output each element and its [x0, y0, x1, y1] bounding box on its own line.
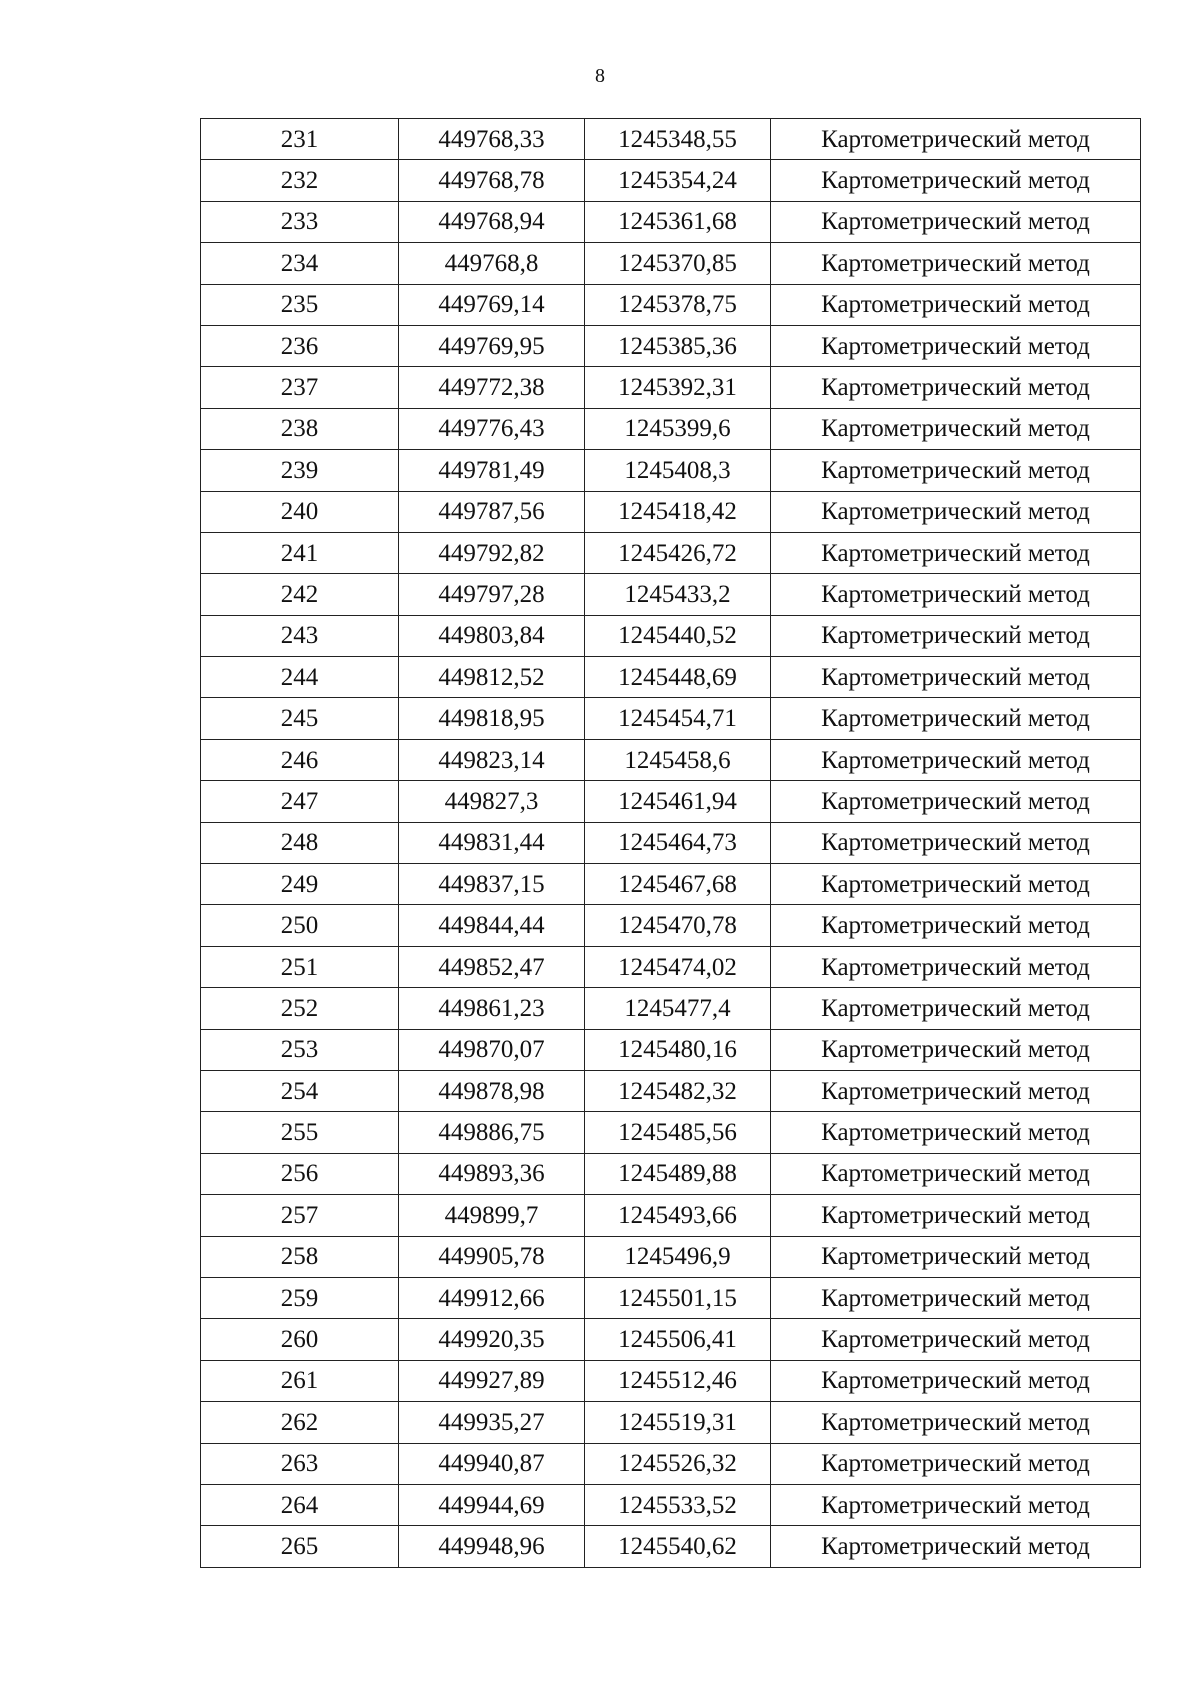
- point-number-cell: 233: [201, 201, 399, 242]
- x-coordinate-cell: 449781,49: [399, 450, 585, 491]
- point-number-cell: 245: [201, 698, 399, 739]
- y-coordinate-cell: 1245506,41: [585, 1319, 771, 1360]
- table-row: [201, 905, 1141, 946]
- point-number-cell: 249: [201, 864, 399, 905]
- x-coordinate-cell: 449870,07: [399, 1029, 585, 1070]
- y-coordinate-cell: 1245519,31: [585, 1402, 771, 1443]
- method-cell: Картометрический метод: [771, 1526, 1141, 1567]
- method-cell: Картометрический метод: [771, 698, 1141, 739]
- y-coordinate-cell: 1245378,75: [585, 284, 771, 325]
- x-coordinate-cell: 449772,38: [399, 367, 585, 408]
- table-row: [201, 1112, 1141, 1153]
- x-coordinate-cell: 449837,15: [399, 864, 585, 905]
- table-row: [201, 822, 1141, 863]
- x-coordinate-cell: 449823,14: [399, 739, 585, 780]
- y-coordinate-cell: 1245454,71: [585, 698, 771, 739]
- method-cell: Картометрический метод: [771, 491, 1141, 532]
- x-coordinate-cell: 449792,82: [399, 532, 585, 573]
- y-coordinate-cell: 1245361,68: [585, 201, 771, 242]
- x-coordinate-cell: 449944,69: [399, 1484, 585, 1525]
- method-cell: Картометрический метод: [771, 450, 1141, 491]
- y-coordinate-cell: 1245426,72: [585, 532, 771, 573]
- x-coordinate-cell: 449948,96: [399, 1526, 585, 1567]
- x-coordinate-cell: 449878,98: [399, 1070, 585, 1111]
- point-number-cell: 241: [201, 532, 399, 573]
- table-row: [201, 160, 1141, 201]
- y-coordinate-cell: 1245354,24: [585, 160, 771, 201]
- point-number-cell: 242: [201, 574, 399, 615]
- table-row: [201, 615, 1141, 656]
- point-number-cell: 264: [201, 1484, 399, 1525]
- x-coordinate-cell: 449912,66: [399, 1277, 585, 1318]
- y-coordinate-cell: 1245458,6: [585, 739, 771, 780]
- x-coordinate-cell: 449852,47: [399, 946, 585, 987]
- y-coordinate-cell: 1245467,68: [585, 864, 771, 905]
- point-number-cell: 236: [201, 325, 399, 366]
- coordinates-table-body: [201, 119, 1141, 1568]
- table-row: [201, 325, 1141, 366]
- y-coordinate-cell: 1245477,4: [585, 988, 771, 1029]
- x-coordinate-cell: 449920,35: [399, 1319, 585, 1360]
- y-coordinate-cell: 1245433,2: [585, 574, 771, 615]
- table-row: [201, 1029, 1141, 1070]
- table-row: [201, 781, 1141, 822]
- y-coordinate-cell: 1245480,16: [585, 1029, 771, 1070]
- point-number-cell: 250: [201, 905, 399, 946]
- point-number-cell: 235: [201, 284, 399, 325]
- coordinates-table: [200, 118, 1141, 1568]
- point-number-cell: 259: [201, 1277, 399, 1318]
- method-cell: Картометрический метод: [771, 1112, 1141, 1153]
- x-coordinate-cell: 449831,44: [399, 822, 585, 863]
- point-number-cell: 248: [201, 822, 399, 863]
- y-coordinate-cell: 1245540,62: [585, 1526, 771, 1567]
- table-row: [201, 1360, 1141, 1401]
- table-row: [201, 657, 1141, 698]
- y-coordinate-cell: 1245493,66: [585, 1195, 771, 1236]
- x-coordinate-cell: 449768,94: [399, 201, 585, 242]
- x-coordinate-cell: 449803,84: [399, 615, 585, 656]
- x-coordinate-cell: 449935,27: [399, 1402, 585, 1443]
- point-number-cell: 257: [201, 1195, 399, 1236]
- point-number-cell: 239: [201, 450, 399, 491]
- method-cell: Картометрический метод: [771, 657, 1141, 698]
- table-row: [201, 1070, 1141, 1111]
- point-number-cell: 253: [201, 1029, 399, 1070]
- table-row: [201, 1153, 1141, 1194]
- table-row: [201, 1236, 1141, 1277]
- x-coordinate-cell: 449844,44: [399, 905, 585, 946]
- y-coordinate-cell: 1245489,88: [585, 1153, 771, 1194]
- table-row: [201, 739, 1141, 780]
- method-cell: Картометрический метод: [771, 1153, 1141, 1194]
- x-coordinate-cell: 449899,7: [399, 1195, 585, 1236]
- y-coordinate-cell: 1245440,52: [585, 615, 771, 656]
- table-row: [201, 1402, 1141, 1443]
- table-row: [201, 1443, 1141, 1484]
- method-cell: Картометрический метод: [771, 1070, 1141, 1111]
- point-number-cell: 261: [201, 1360, 399, 1401]
- method-cell: Картометрический метод: [771, 284, 1141, 325]
- method-cell: Картометрический метод: [771, 532, 1141, 573]
- x-coordinate-cell: 449768,33: [399, 119, 585, 160]
- y-coordinate-cell: 1245464,73: [585, 822, 771, 863]
- method-cell: Картометрический метод: [771, 822, 1141, 863]
- x-coordinate-cell: 449769,14: [399, 284, 585, 325]
- x-coordinate-cell: 449768,8: [399, 243, 585, 284]
- table-row: [201, 1277, 1141, 1318]
- y-coordinate-cell: 1245370,85: [585, 243, 771, 284]
- table-row: [201, 408, 1141, 449]
- table-row: [201, 201, 1141, 242]
- method-cell: Картометрический метод: [771, 1484, 1141, 1525]
- table-row: [201, 1526, 1141, 1567]
- table-row: [201, 532, 1141, 573]
- x-coordinate-cell: 449768,78: [399, 160, 585, 201]
- table-row: [201, 491, 1141, 532]
- table-row: [201, 243, 1141, 284]
- table-row: [201, 946, 1141, 987]
- method-cell: Картометрический метод: [771, 1360, 1141, 1401]
- method-cell: Картометрический метод: [771, 946, 1141, 987]
- table-row: [201, 698, 1141, 739]
- y-coordinate-cell: 1245399,6: [585, 408, 771, 449]
- x-coordinate-cell: 449769,95: [399, 325, 585, 366]
- y-coordinate-cell: 1245482,32: [585, 1070, 771, 1111]
- table-row: [201, 864, 1141, 905]
- method-cell: Картометрический метод: [771, 1029, 1141, 1070]
- y-coordinate-cell: 1245448,69: [585, 657, 771, 698]
- point-number-cell: 240: [201, 491, 399, 532]
- method-cell: Картометрический метод: [771, 325, 1141, 366]
- method-cell: Картометрический метод: [771, 367, 1141, 408]
- x-coordinate-cell: 449827,3: [399, 781, 585, 822]
- y-coordinate-cell: 1245512,46: [585, 1360, 771, 1401]
- x-coordinate-cell: 449940,87: [399, 1443, 585, 1484]
- x-coordinate-cell: 449886,75: [399, 1112, 585, 1153]
- method-cell: Картометрический метод: [771, 1402, 1141, 1443]
- y-coordinate-cell: 1245470,78: [585, 905, 771, 946]
- table-row: [201, 450, 1141, 491]
- y-coordinate-cell: 1245385,36: [585, 325, 771, 366]
- point-number-cell: 254: [201, 1070, 399, 1111]
- point-number-cell: 234: [201, 243, 399, 284]
- table-row: [201, 1195, 1141, 1236]
- table-row: [201, 284, 1141, 325]
- point-number-cell: 247: [201, 781, 399, 822]
- method-cell: Картометрический метод: [771, 408, 1141, 449]
- y-coordinate-cell: 1245348,55: [585, 119, 771, 160]
- point-number-cell: 265: [201, 1526, 399, 1567]
- y-coordinate-cell: 1245496,9: [585, 1236, 771, 1277]
- point-number-cell: 237: [201, 367, 399, 408]
- point-number-cell: 258: [201, 1236, 399, 1277]
- point-number-cell: 232: [201, 160, 399, 201]
- point-number-cell: 251: [201, 946, 399, 987]
- y-coordinate-cell: 1245526,32: [585, 1443, 771, 1484]
- page-number: 8: [595, 65, 605, 87]
- point-number-cell: 246: [201, 739, 399, 780]
- y-coordinate-cell: 1245485,56: [585, 1112, 771, 1153]
- table-row: [201, 1484, 1141, 1525]
- x-coordinate-cell: 449927,89: [399, 1360, 585, 1401]
- method-cell: Картометрический метод: [771, 615, 1141, 656]
- method-cell: Картометрический метод: [771, 574, 1141, 615]
- point-number-cell: 263: [201, 1443, 399, 1484]
- y-coordinate-cell: 1245533,52: [585, 1484, 771, 1525]
- method-cell: Картометрический метод: [771, 739, 1141, 780]
- method-cell: Картометрический метод: [771, 1277, 1141, 1318]
- method-cell: Картометрический метод: [771, 864, 1141, 905]
- x-coordinate-cell: 449812,52: [399, 657, 585, 698]
- table-row: [201, 1319, 1141, 1360]
- method-cell: Картометрический метод: [771, 781, 1141, 822]
- point-number-cell: 260: [201, 1319, 399, 1360]
- method-cell: Картометрический метод: [771, 905, 1141, 946]
- x-coordinate-cell: 449787,56: [399, 491, 585, 532]
- method-cell: Картометрический метод: [771, 119, 1141, 160]
- x-coordinate-cell: 449776,43: [399, 408, 585, 449]
- y-coordinate-cell: 1245418,42: [585, 491, 771, 532]
- method-cell: Картометрический метод: [771, 1195, 1141, 1236]
- y-coordinate-cell: 1245474,02: [585, 946, 771, 987]
- point-number-cell: 244: [201, 657, 399, 698]
- point-number-cell: 255: [201, 1112, 399, 1153]
- point-number-cell: 231: [201, 119, 399, 160]
- point-number-cell: 252: [201, 988, 399, 1029]
- x-coordinate-cell: 449893,36: [399, 1153, 585, 1194]
- method-cell: Картометрический метод: [771, 160, 1141, 201]
- method-cell: Картометрический метод: [771, 243, 1141, 284]
- y-coordinate-cell: 1245408,3: [585, 450, 771, 491]
- method-cell: Картометрический метод: [771, 1319, 1141, 1360]
- x-coordinate-cell: 449905,78: [399, 1236, 585, 1277]
- table-row: [201, 988, 1141, 1029]
- table-row: [201, 119, 1141, 160]
- x-coordinate-cell: 449861,23: [399, 988, 585, 1029]
- point-number-cell: 262: [201, 1402, 399, 1443]
- y-coordinate-cell: 1245392,31: [585, 367, 771, 408]
- method-cell: Картометрический метод: [771, 988, 1141, 1029]
- table-row: [201, 574, 1141, 615]
- method-cell: Картометрический метод: [771, 1236, 1141, 1277]
- table-row: [201, 367, 1141, 408]
- point-number-cell: 243: [201, 615, 399, 656]
- x-coordinate-cell: 449797,28: [399, 574, 585, 615]
- point-number-cell: 238: [201, 408, 399, 449]
- method-cell: Картометрический метод: [771, 1443, 1141, 1484]
- point-number-cell: 256: [201, 1153, 399, 1194]
- y-coordinate-cell: 1245501,15: [585, 1277, 771, 1318]
- y-coordinate-cell: 1245461,94: [585, 781, 771, 822]
- x-coordinate-cell: 449818,95: [399, 698, 585, 739]
- method-cell: Картометрический метод: [771, 201, 1141, 242]
